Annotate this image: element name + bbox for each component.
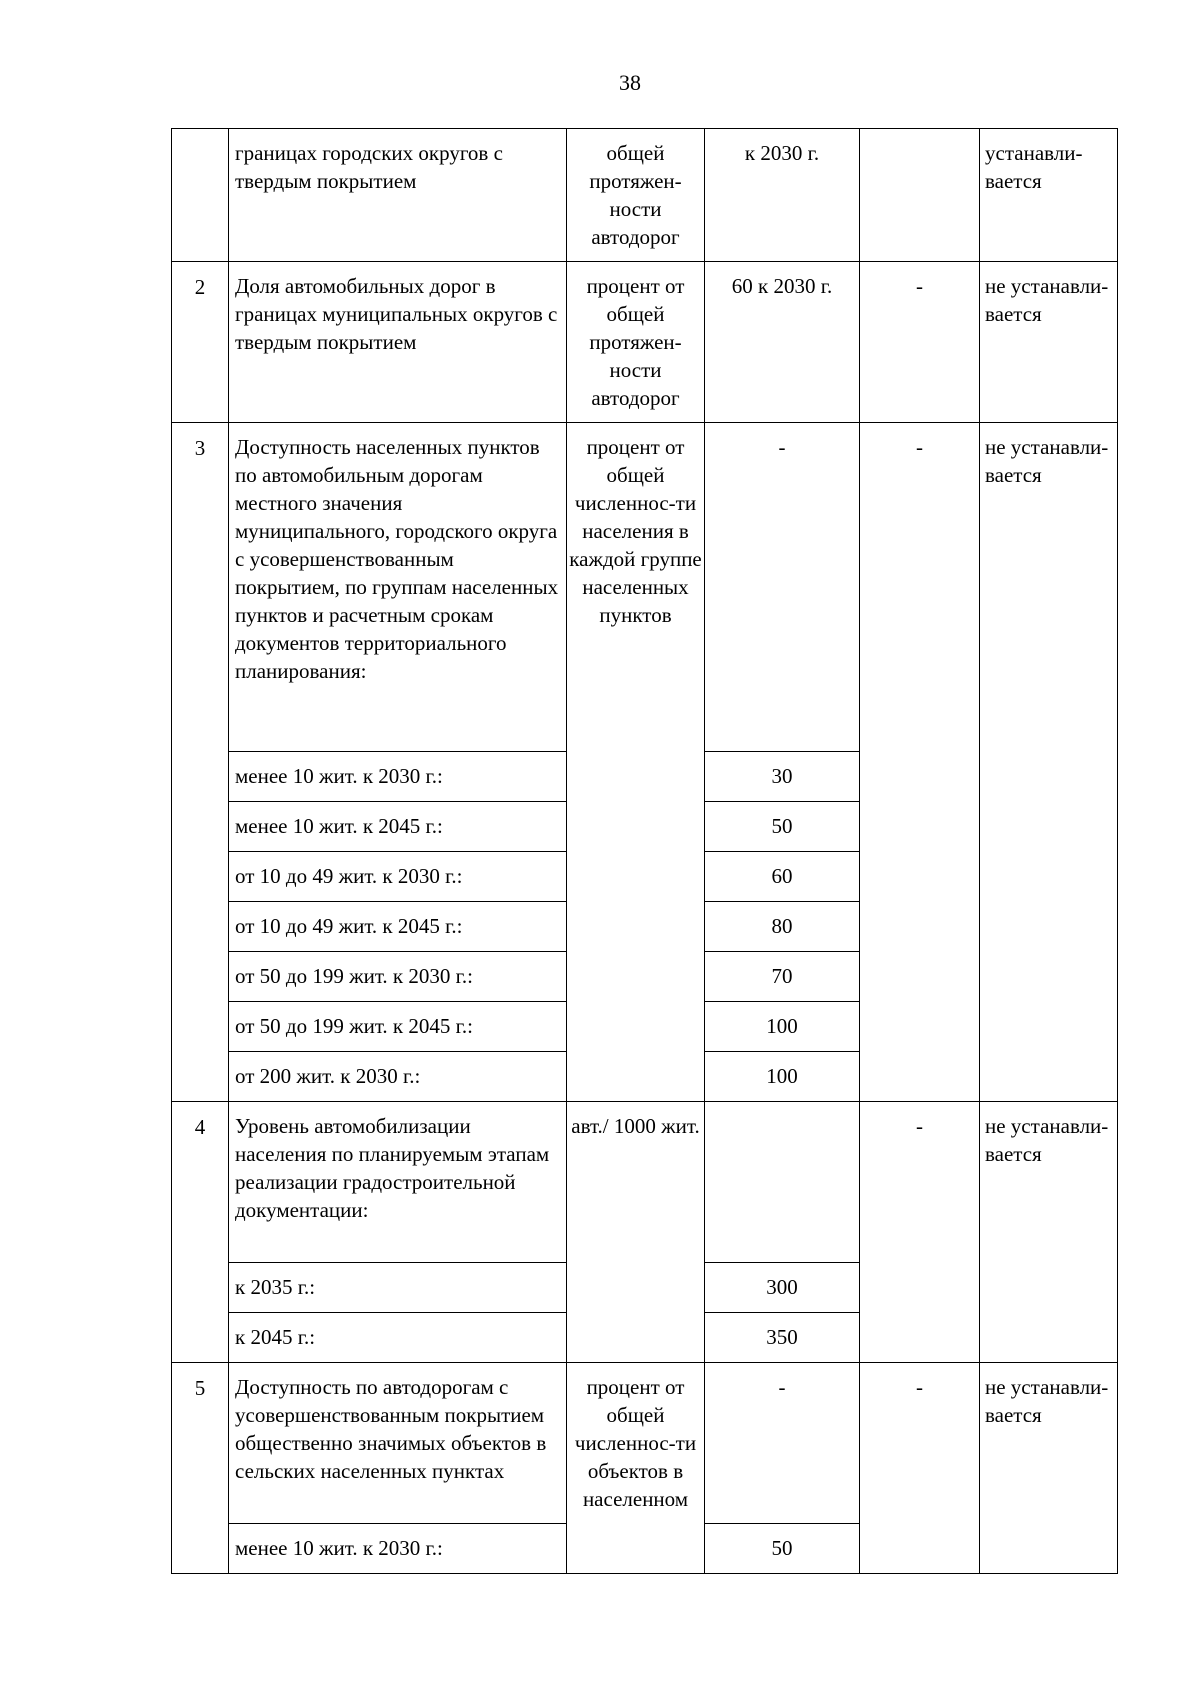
subrow-value: 50 <box>705 1524 860 1574</box>
unit-of-measure: процент от общей протяжен-ности автодорог <box>567 262 705 423</box>
subrow-label: к 2035 г.: <box>229 1263 567 1313</box>
subrow-label: менее 10 жит. к 2030 г.: <box>229 752 567 802</box>
unit-of-measure: процент от общей численнос-ти населения в каждой группе населенных пунктов <box>567 423 705 1102</box>
indicator-description: Доступность населенных пунктов по автомобильным дорогам местного значения муниципального, городского округа с усовершенствованным покрытием, по группам населенных пунктов и расчетным срокам документов территориального планирования: <box>229 423 567 752</box>
column-6-value: не устанавли-вается <box>980 1102 1118 1363</box>
subrow-value: 350 <box>705 1313 860 1363</box>
column-6-value: устанавли-вается <box>980 129 1118 262</box>
column-6-value: не устанавли-вается <box>980 1363 1118 1574</box>
indicator-description: Уровень автомобилизации населения по планируемым этапам реализации градостроительной документации: <box>229 1102 567 1263</box>
indicator-value: 60 к 2030 г. <box>705 262 860 423</box>
indicators-table <box>171 128 1118 1574</box>
table-row <box>172 262 1118 423</box>
subrow-label: от 50 до 199 жит. к 2045 г.: <box>229 1002 567 1052</box>
column-5-value: - <box>860 1102 980 1363</box>
subrow-label: от 50 до 199 жит. к 2030 г.: <box>229 952 567 1002</box>
subrow-label: менее 10 жит. к 2030 г.: <box>229 1524 567 1574</box>
unit-of-measure: общей протяжен-ности автодорог <box>567 129 705 262</box>
column-6-value: не устанавли-вается <box>980 423 1118 1102</box>
subrow-label: от 10 до 49 жит. к 2045 г.: <box>229 902 567 952</box>
subrow-value: 100 <box>705 1052 860 1102</box>
subrow-label: от 200 жит. к 2030 г.: <box>229 1052 567 1102</box>
indicator-description: Доля автомобильных дорог в границах муниципальных округов с твердым покрытием <box>229 262 567 423</box>
indicator-value: - <box>705 423 860 752</box>
row-number: 5 <box>172 1363 229 1574</box>
row-number: 2 <box>172 262 229 423</box>
subrow-value: 50 <box>705 802 860 852</box>
page-number: 38 <box>619 70 641 95</box>
subrow-label: менее 10 жит. к 2045 г.: <box>229 802 567 852</box>
row-number: 4 <box>172 1102 229 1363</box>
subrow-value: 80 <box>705 902 860 952</box>
indicator-value: - <box>705 1363 860 1524</box>
table-row <box>172 423 1118 752</box>
subrow-value: 70 <box>705 952 860 1002</box>
indicator-description: Доступность по автодорогам с усовершенствованным покрытием общественно значимых объектов в сельских населенных пунктах <box>229 1363 567 1524</box>
table-row <box>172 1102 1118 1263</box>
table-row <box>172 1363 1118 1524</box>
row-number: 3 <box>172 423 229 1102</box>
indicator-value <box>705 1102 860 1263</box>
column-5-value: - <box>860 262 980 423</box>
indicator-description: границах городских округов с твердым покрытием <box>229 129 567 262</box>
indicator-value: к 2030 г. <box>705 129 860 262</box>
subrow-value: 60 <box>705 852 860 902</box>
column-5-value: - <box>860 1363 980 1574</box>
unit-of-measure: авт./ 1000 жит. <box>567 1102 705 1363</box>
subrow-value: 30 <box>705 752 860 802</box>
column-5-value: - <box>860 423 980 1102</box>
subrow-label: к 2045 г.: <box>229 1313 567 1363</box>
subrow-value: 300 <box>705 1263 860 1313</box>
column-5-value <box>860 129 980 262</box>
unit-of-measure: процент от общей численнос-ти объектов в населенном <box>567 1363 705 1574</box>
subrow-value: 100 <box>705 1002 860 1052</box>
column-6-value: не устанавли-вается <box>980 262 1118 423</box>
subrow-label: от 10 до 49 жит. к 2030 г.: <box>229 852 567 902</box>
row-number <box>172 129 229 262</box>
table-row <box>172 129 1118 262</box>
